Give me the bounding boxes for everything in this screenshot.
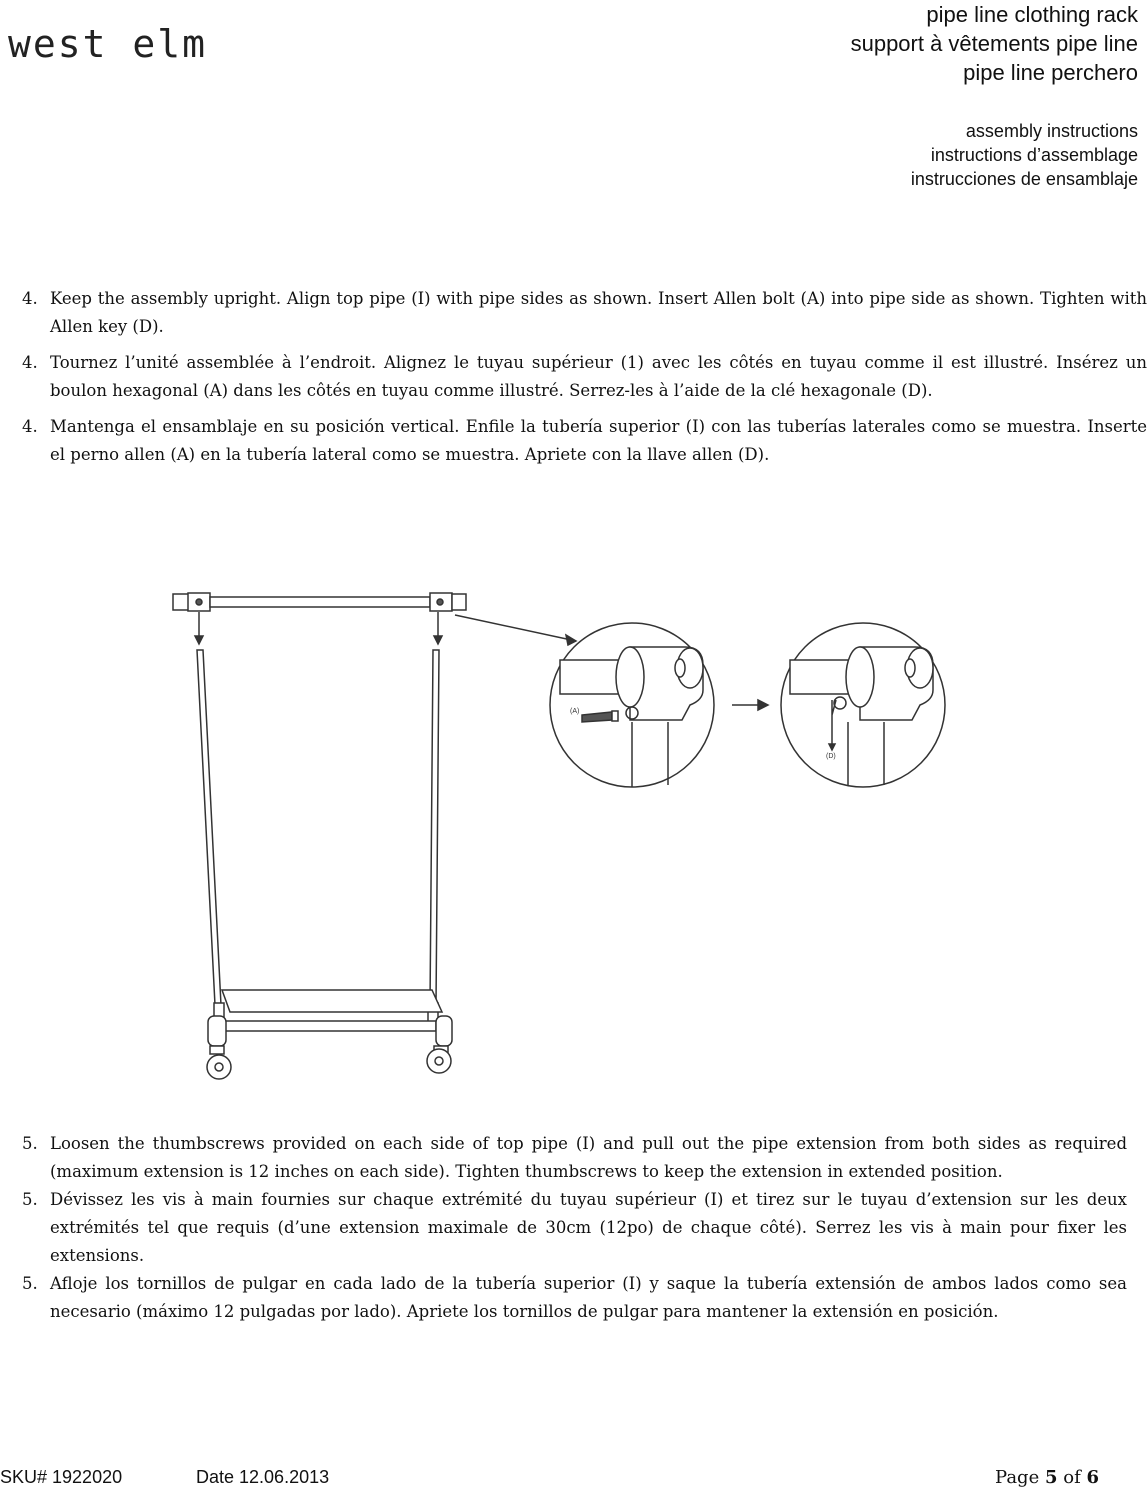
- product-title-es: pipe line perchero: [963, 60, 1138, 85]
- base-frame: [207, 990, 452, 1079]
- sku-number: SKU# 1922020: [0, 1467, 123, 1487]
- product-title-fr: support à vêtements pipe line: [850, 31, 1138, 56]
- doc-type-en: assembly instructions: [965, 121, 1138, 141]
- process-arrow: [732, 700, 768, 710]
- step-5-es: 5. Afloje los tornillos de pulgar en cada lado de la tubería superior (I) y saque la tubería extensión de ambos lados como sea necesario (máximo 12 pulgadas por lado). Apriete los tornillos de pulgar para mantener la extensión en posición.: [22, 1274, 1127, 1321]
- document-date: Date 12.06.2013: [196, 1467, 330, 1487]
- top-pipe: [173, 593, 466, 611]
- detail-leader-arrow: [455, 615, 576, 645]
- brand-logo: west elm: [8, 22, 208, 66]
- page-indicator: Page 5 of 6: [995, 1467, 1099, 1488]
- step-4-en: 4. Keep the assembly upright. Align top pipe (I) with pipe sides as shown. Insert Allen bolt (A) into pipe side as shown. Tighten with Allen key (D).: [22, 289, 1147, 336]
- doc-type-es: instrucciones de ensamblaje: [910, 169, 1138, 189]
- down-arrows: [195, 612, 442, 644]
- step-4-fr: 4. Tournez l’unité assemblée à l’endroit. Alignez le tuyau supérieur (1) avec les côtés en tuyau comme il est illustré. Insérez un boulon hexagonal (A) dans les côtés en tuyau comme illustré. Serrez-les à l’aide de la clé hexagonale (D).: [22, 353, 1147, 400]
- step-5-instructions: [22, 1130, 1127, 1326]
- label-d: (D): [826, 753, 836, 760]
- label-a: (A): [570, 708, 580, 715]
- step-5-en: 5. Loosen the thumbscrews provided on each side of top pipe (I) and pull out the pipe extension from both sides as required (maximum extension is 12 inches on each side). Tighten thumbscrews to keep the extension in extended position.: [22, 1134, 1127, 1181]
- detail-circle-bolt: [550, 623, 714, 787]
- doc-type-fr: instructions d’assemblage: [930, 145, 1138, 165]
- step-4-es: 4. Mantenga el ensamblaje en su posición vertical. Enfile la tubería superior (I) con las tuberías laterales como se muestra. Inserte el perno allen (A) en la tubería lateral como se muestra. Apriete con la llave allen (D).: [22, 417, 1147, 464]
- step-5-fr: 5. Dévissez les vis à main fournies sur chaque extrémité du tuyau supérieur (I) et tirez sur le tuyau d’extension sur les deux extrémités tel que requis (d’une extension maximale de 30cm (12po) de chaque côté). Serrez les vis à main pour fixer les extensions.: [22, 1190, 1127, 1265]
- product-title-en: pipe line clothing rack: [926, 2, 1138, 27]
- detail-circle-key: [781, 623, 945, 787]
- side-pipes: [197, 650, 439, 1005]
